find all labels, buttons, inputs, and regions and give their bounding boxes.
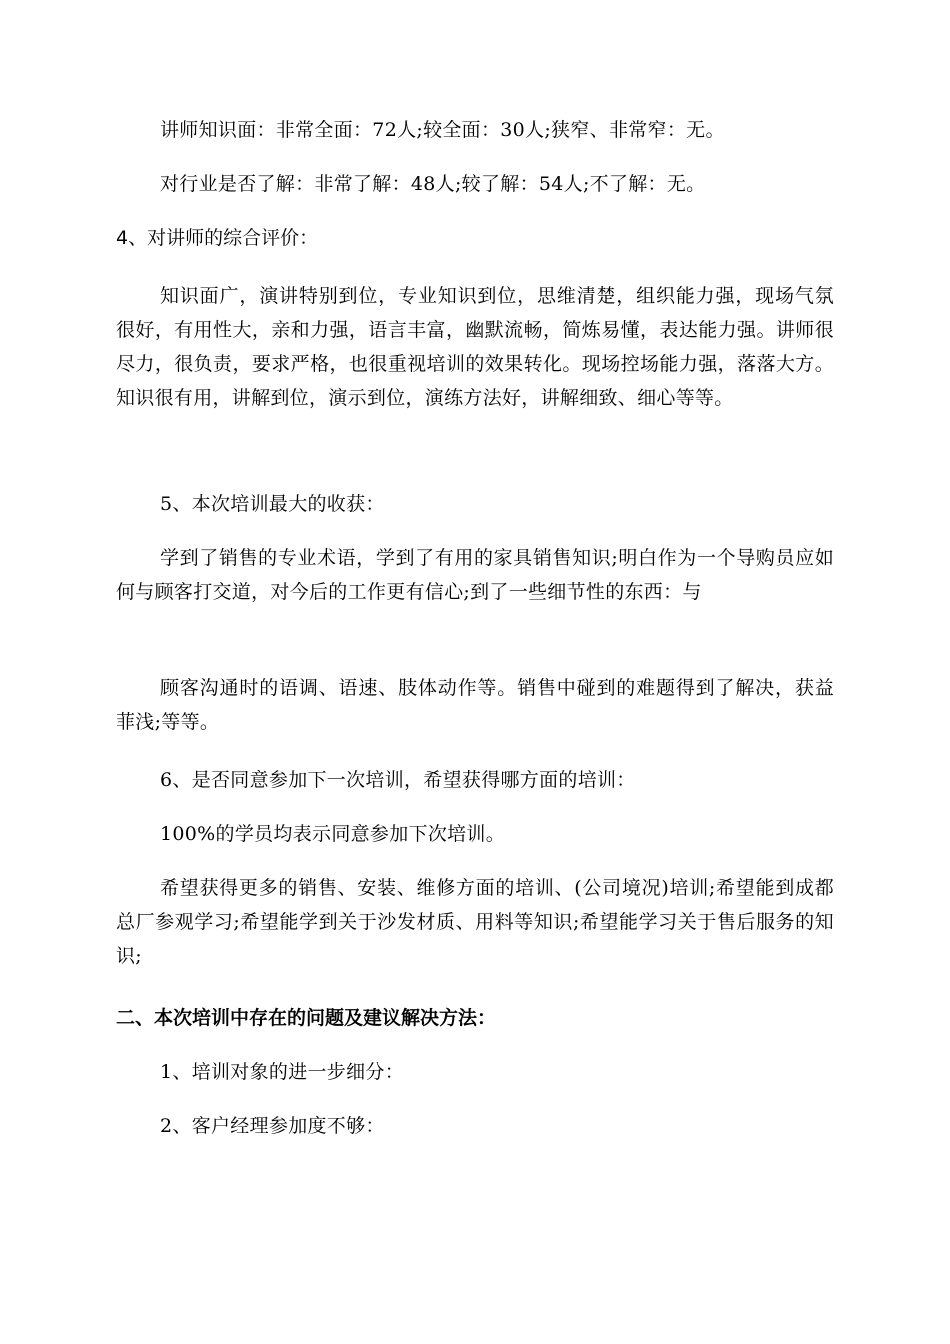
biggest-gain-paragraph: 学到了销售的专业术语，学到了有用的家具销售知识;明白作为一个导购员应如何与顾客打交道，对今后的工作更有信心;到了一些细节性的东西：与 bbox=[116, 547, 834, 603]
next-training-heading: 6、是否同意参加下一次培训，希望获得哪方面的培训： bbox=[160, 769, 636, 791]
trainer-knowledge-paragraph: 讲师知识面：非常全面：72人;较全面：30人;狭窄、非常窄：无。 bbox=[160, 119, 725, 141]
biggest-gain-continued-paragraph: 顾客沟通时的语调、语速、肢体动作等。销售中碰到的难题得到了解决，获益菲浅;等等。 bbox=[116, 677, 834, 733]
section-two-heading: 二、本次培训中存在的问题及建议解决方法： bbox=[116, 1007, 497, 1029]
issue-one-item: 1、培训对象的进一步细分： bbox=[160, 1061, 404, 1083]
agreement-paragraph: 100%的学员均表示同意参加下次培训。 bbox=[160, 823, 506, 845]
training-wishes-paragraph: 希望获得更多的销售、安装、维修方面的培训、(公司境况)培训;希望能到成都总厂参观学习;希望能学到关于沙发材质、用料等知识;希望能学习关于售后服务的知识; bbox=[116, 877, 834, 967]
trainer-evaluation-paragraph: 知识面广，演讲特别到位，专业知识到位，思维清楚，组织能力强，现场气氛很好，有用性大，亲和力强，语言丰富，幽默流畅，简炼易懂，表达能力强。讲师很尽力，很负责，要求严格，也很重视培训的效果转化。现场控场能力强，落落大方。知识很有用，讲解到位，演示到位，演练方法好，讲解细致、细心等等。 bbox=[116, 285, 834, 409]
industry-understanding-paragraph: 对行业是否了解：非常了解：48人;较了解：54人;不了解：无。 bbox=[160, 173, 706, 195]
issue-two-item: 2、客户经理参加度不够： bbox=[160, 1115, 385, 1137]
biggest-gain-heading: 5、本次培训最大的收获： bbox=[160, 493, 385, 515]
trainer-evaluation-heading: 4、对讲师的综合评价： bbox=[116, 227, 319, 249]
